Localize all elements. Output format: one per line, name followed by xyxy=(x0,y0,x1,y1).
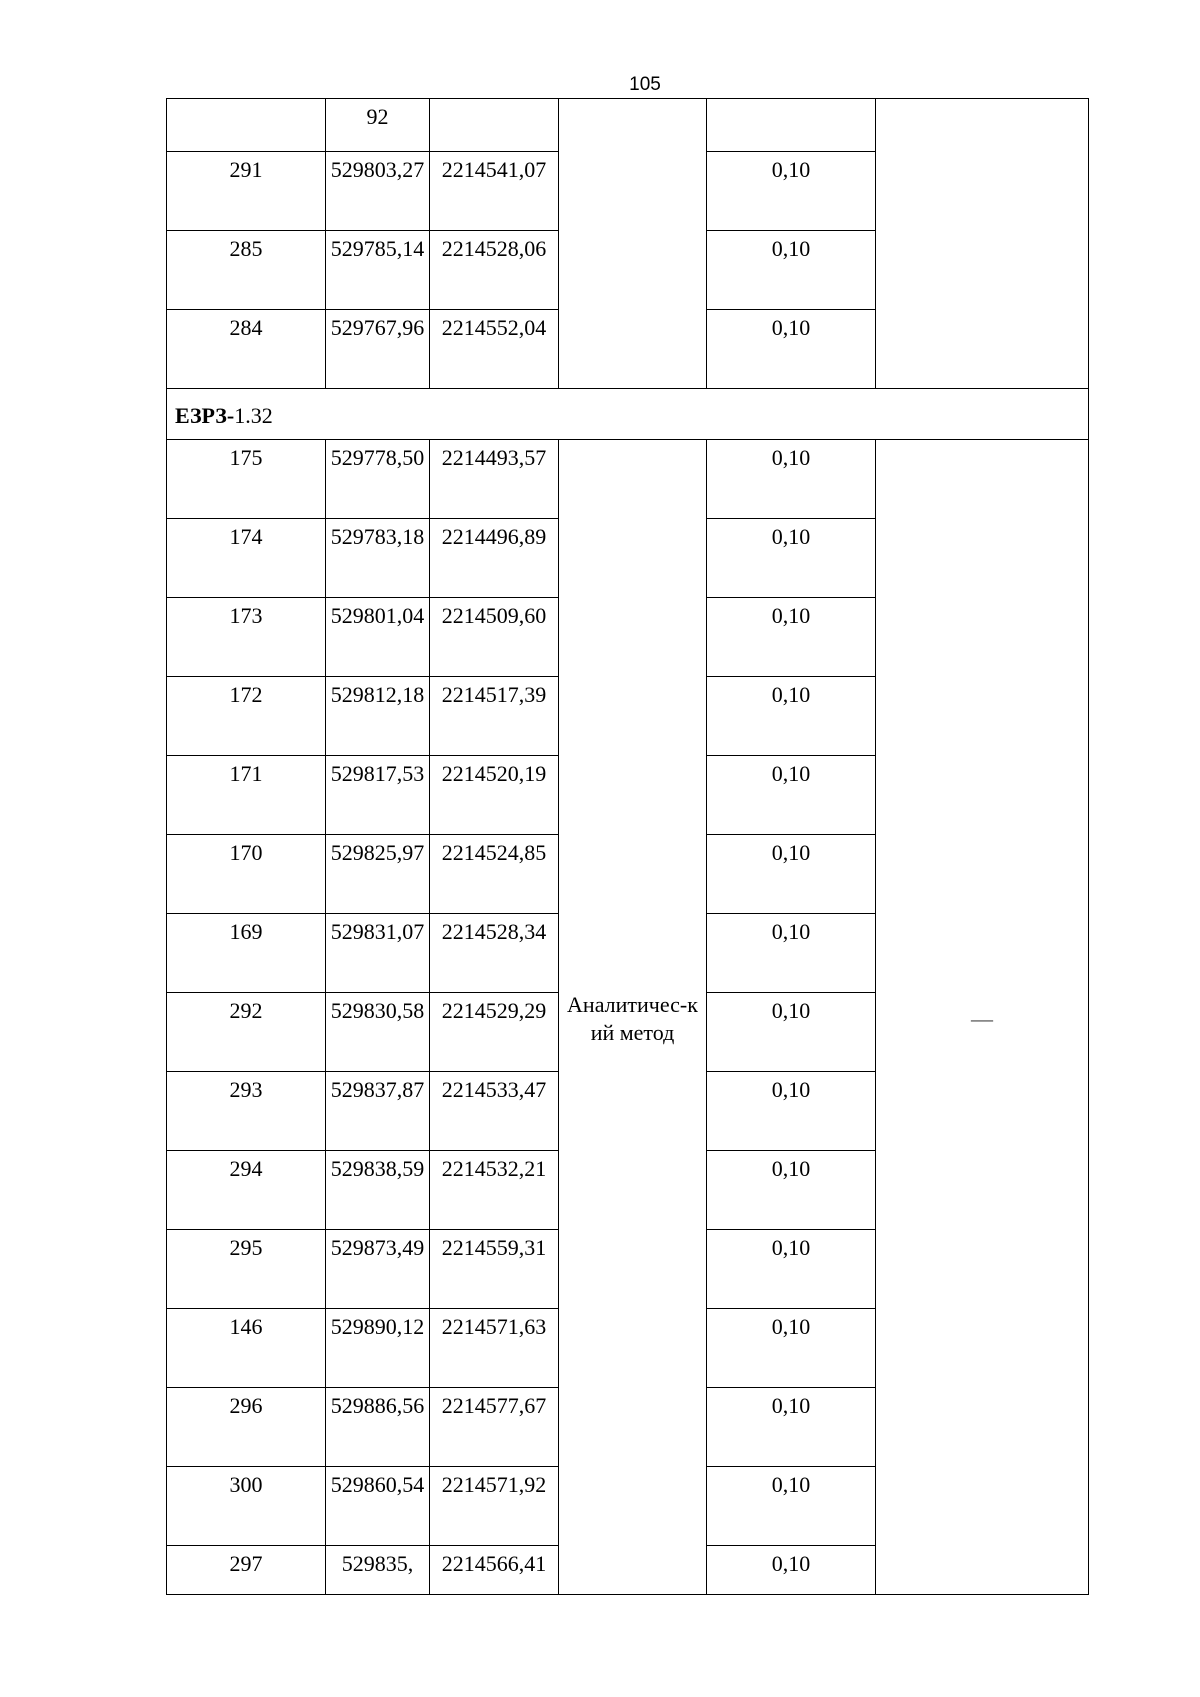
y-coordinate-cell xyxy=(430,99,559,152)
x-coordinate-cell: 529837,87 xyxy=(326,1072,430,1151)
x-coordinate-cell: 529767,96 xyxy=(326,310,430,389)
method-cell-empty xyxy=(559,99,707,389)
point-number-cell: 171 xyxy=(167,756,326,835)
y-coordinate-cell: 2214493,57 xyxy=(430,440,559,519)
page-number: 105 xyxy=(629,74,661,95)
section-label-number: 1.32 xyxy=(234,403,273,428)
point-number-cell: 300 xyxy=(167,1467,326,1546)
precision-cell: 0,10 xyxy=(707,310,876,389)
y-coordinate-cell: 2214528,34 xyxy=(430,914,559,993)
x-coordinate-cell: 529835, xyxy=(326,1546,430,1595)
precision-cell: 0,10 xyxy=(707,914,876,993)
precision-cell: 0,10 xyxy=(707,835,876,914)
y-coordinate-cell: 2214520,19 xyxy=(430,756,559,835)
point-number-cell: 170 xyxy=(167,835,326,914)
point-number-cell: 284 xyxy=(167,310,326,389)
point-number-cell: 293 xyxy=(167,1072,326,1151)
point-number-cell: 172 xyxy=(167,677,326,756)
y-coordinate-cell: 2214533,47 xyxy=(430,1072,559,1151)
x-coordinate-cell: 529812,18 xyxy=(326,677,430,756)
section-label xyxy=(167,389,1089,440)
y-coordinate-cell: 2214566,41 xyxy=(430,1546,559,1595)
x-coordinate-cell: 529817,53 xyxy=(326,756,430,835)
y-coordinate-cell: 2214532,21 xyxy=(430,1151,559,1230)
y-coordinate-cell: 2214524,85 xyxy=(430,835,559,914)
note-cell: — xyxy=(876,440,1089,1595)
x-coordinate-cell: 529830,58 xyxy=(326,993,430,1072)
y-coordinate-cell: 2214541,07 xyxy=(430,152,559,231)
y-coordinate-cell: 2214559,31 xyxy=(430,1230,559,1309)
precision-cell: 0,10 xyxy=(707,1546,876,1595)
y-coordinate-cell: 2214552,04 xyxy=(430,310,559,389)
x-coordinate-cell: 529783,18 xyxy=(326,519,430,598)
y-coordinate-cell: 2214571,63 xyxy=(430,1309,559,1388)
y-coordinate-cell: 2214517,39 xyxy=(430,677,559,756)
note-cell-empty xyxy=(876,99,1089,389)
precision-cell: 0,10 xyxy=(707,756,876,835)
point-number-cell: 146 xyxy=(167,1309,326,1388)
table-row xyxy=(167,99,1089,152)
x-coordinate-cell: 92 xyxy=(326,99,430,152)
precision-cell: 0,10 xyxy=(707,993,876,1072)
x-coordinate-cell: 529831,07 xyxy=(326,914,430,993)
point-number-cell: 174 xyxy=(167,519,326,598)
precision-cell: 0,10 xyxy=(707,152,876,231)
y-coordinate-cell: 2214528,06 xyxy=(430,231,559,310)
section-label-code: ЕЗРЗ- xyxy=(175,403,235,428)
point-number-cell: 292 xyxy=(167,993,326,1072)
precision-cell: 0,10 xyxy=(707,677,876,756)
point-number-cell xyxy=(167,99,326,152)
table-row xyxy=(167,440,1089,519)
x-coordinate-cell: 529801,04 xyxy=(326,598,430,677)
precision-cell: 0,10 xyxy=(707,1467,876,1546)
precision-cell: 0,10 xyxy=(707,598,876,677)
precision-cell: 0,10 xyxy=(707,231,876,310)
point-number-cell: 297 xyxy=(167,1546,326,1595)
precision-cell: 0,10 xyxy=(707,1072,876,1151)
point-number-cell: 285 xyxy=(167,231,326,310)
precision-cell: 0,10 xyxy=(707,1151,876,1230)
precision-cell: 0,10 xyxy=(707,1388,876,1467)
precision-cell xyxy=(707,99,876,152)
point-number-cell: 173 xyxy=(167,598,326,677)
x-coordinate-cell: 529785,14 xyxy=(326,231,430,310)
x-coordinate-cell: 529890,12 xyxy=(326,1309,430,1388)
section-header-row xyxy=(167,389,1089,440)
y-coordinate-cell: 2214571,92 xyxy=(430,1467,559,1546)
precision-cell: 0,10 xyxy=(707,1230,876,1309)
x-coordinate-cell: 529825,97 xyxy=(326,835,430,914)
point-number-cell: 291 xyxy=(167,152,326,231)
point-number-cell: 294 xyxy=(167,1151,326,1230)
x-coordinate-cell: 529778,50 xyxy=(326,440,430,519)
x-coordinate-cell: 529803,27 xyxy=(326,152,430,231)
precision-cell: 0,10 xyxy=(707,519,876,598)
point-number-cell: 295 xyxy=(167,1230,326,1309)
point-number-cell: 296 xyxy=(167,1388,326,1467)
y-coordinate-cell: 2214496,89 xyxy=(430,519,559,598)
point-number-cell: 169 xyxy=(167,914,326,993)
x-coordinate-cell: 529873,49 xyxy=(326,1230,430,1309)
method-cell: Аналитичес-кий метод xyxy=(559,440,707,1595)
coordinates-table xyxy=(166,98,1089,1595)
x-coordinate-cell: 529860,54 xyxy=(326,1467,430,1546)
y-coordinate-cell: 2214529,29 xyxy=(430,993,559,1072)
precision-cell: 0,10 xyxy=(707,440,876,519)
x-coordinate-cell: 529886,56 xyxy=(326,1388,430,1467)
x-coordinate-cell: 529838,59 xyxy=(326,1151,430,1230)
y-coordinate-cell: 2214509,60 xyxy=(430,598,559,677)
y-coordinate-cell: 2214577,67 xyxy=(430,1388,559,1467)
precision-cell: 0,10 xyxy=(707,1309,876,1388)
point-number-cell: 175 xyxy=(167,440,326,519)
